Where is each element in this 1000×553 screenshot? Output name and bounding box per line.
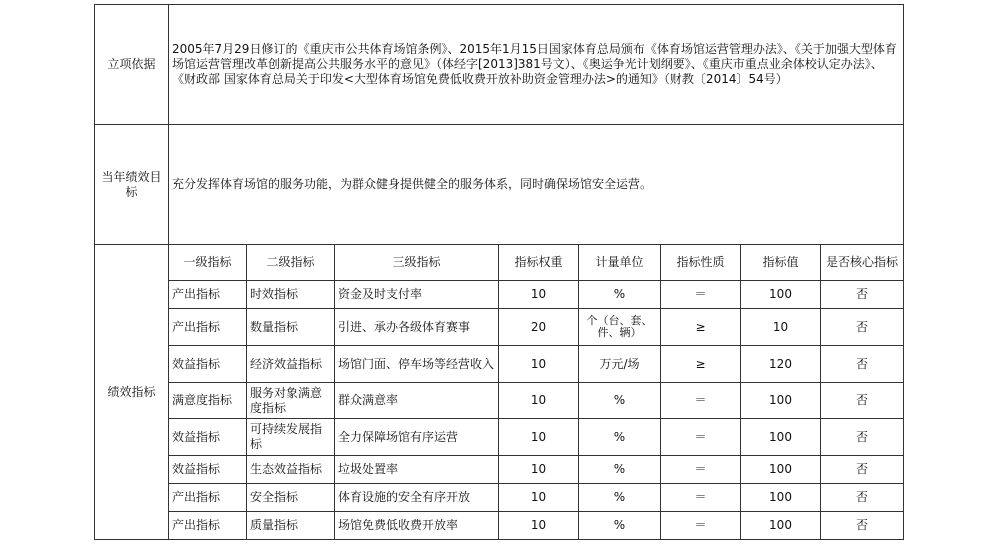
value-cell: 100 <box>741 281 821 309</box>
level1-cell: 效益指标 <box>169 346 247 383</box>
nature-cell: ＝ <box>661 419 741 456</box>
level2-cell: 经济效益指标 <box>247 346 335 383</box>
unit-cell: % <box>579 484 661 512</box>
core-cell: 否 <box>821 484 904 512</box>
core-cell: 否 <box>821 456 904 484</box>
level3-cell: 场馆免费低收费开放率 <box>335 512 499 540</box>
level2-cell: 可持续发展指标 <box>247 419 335 456</box>
level1-cell: 产出指标 <box>169 281 247 309</box>
header-cell: 是否核心指标 <box>821 245 904 281</box>
value-cell: 120 <box>741 346 821 383</box>
nature-cell: ＝ <box>661 456 741 484</box>
weight-cell: 10 <box>499 383 579 419</box>
level2-cell: 生态效益指标 <box>247 456 335 484</box>
unit-cell: % <box>579 383 661 419</box>
weight-cell: 10 <box>499 281 579 309</box>
table-row <box>95 309 904 346</box>
core-cell: 否 <box>821 419 904 456</box>
basis-row <box>95 5 904 125</box>
nature-cell: ＝ <box>661 512 741 540</box>
header-cell: 指标值 <box>741 245 821 281</box>
core-cell: 否 <box>821 512 904 540</box>
level2-cell: 质量指标 <box>247 512 335 540</box>
table-row <box>95 484 904 512</box>
level3-cell: 体育设施的安全有序开放 <box>335 484 499 512</box>
metrics-header-row <box>95 245 904 281</box>
header-cell: 三级指标 <box>335 245 499 281</box>
metrics-label: 绩效指标 <box>95 245 169 540</box>
table-row <box>95 456 904 484</box>
level1-cell: 满意度指标 <box>169 383 247 419</box>
level1-cell: 产出指标 <box>169 309 247 346</box>
weight-cell: 20 <box>499 309 579 346</box>
header-cell: 计量单位 <box>579 245 661 281</box>
nature-cell: ＝ <box>661 484 741 512</box>
header-cell: 一级指标 <box>169 245 247 281</box>
level3-cell: 场馆门面、停车场等经营收入 <box>335 346 499 383</box>
unit-cell: % <box>579 456 661 484</box>
level1-cell: 效益指标 <box>169 456 247 484</box>
core-cell: 否 <box>821 309 904 346</box>
weight-cell: 10 <box>499 456 579 484</box>
table-row <box>95 512 904 540</box>
unit-cell: 个（台、套、件、辆） <box>579 309 661 346</box>
value-cell: 100 <box>741 512 821 540</box>
core-cell: 否 <box>821 383 904 419</box>
core-cell: 否 <box>821 281 904 309</box>
table-body <box>95 5 904 540</box>
performance-table <box>94 4 904 540</box>
weight-cell: 10 <box>499 419 579 456</box>
core-cell: 否 <box>821 346 904 383</box>
header-cell: 指标权重 <box>499 245 579 281</box>
weight-cell: 10 <box>499 484 579 512</box>
table-row <box>95 419 904 456</box>
level2-cell: 时效指标 <box>247 281 335 309</box>
nature-cell: ＝ <box>661 383 741 419</box>
value-cell: 100 <box>741 456 821 484</box>
table-row <box>95 346 904 383</box>
level2-cell: 安全指标 <box>247 484 335 512</box>
value-cell: 10 <box>741 309 821 346</box>
nature-cell: ≥ <box>661 309 741 346</box>
weight-cell: 10 <box>499 512 579 540</box>
level1-cell: 效益指标 <box>169 419 247 456</box>
goal-row <box>95 125 904 245</box>
level3-cell: 群众满意率 <box>335 383 499 419</box>
level3-cell: 垃圾处置率 <box>335 456 499 484</box>
unit-cell: % <box>579 512 661 540</box>
level3-cell: 资金及时支付率 <box>335 281 499 309</box>
unit-cell: % <box>579 419 661 456</box>
level2-cell: 服务对象满意度指标 <box>247 383 335 419</box>
value-cell: 100 <box>741 419 821 456</box>
table-row <box>95 281 904 309</box>
level1-cell: 产出指标 <box>169 484 247 512</box>
level3-cell: 引进、承办各级体育赛事 <box>335 309 499 346</box>
nature-cell: ＝ <box>661 281 741 309</box>
header-cell: 指标性质 <box>661 245 741 281</box>
value-cell: 100 <box>741 484 821 512</box>
unit-cell: 万元/场 <box>579 346 661 383</box>
basis-label: 立项依据 <box>95 5 169 125</box>
weight-cell: 10 <box>499 346 579 383</box>
goal-label: 当年绩效目标 <box>95 125 169 245</box>
unit-cell: % <box>579 281 661 309</box>
level3-cell: 全力保障场馆有序运营 <box>335 419 499 456</box>
nature-cell: ≥ <box>661 346 741 383</box>
value-cell: 100 <box>741 383 821 419</box>
basis-text: 2005年7月29日修订的《重庆市公共体育场馆条例》、2015年1月15日国家体育总局颁布《体育场馆运营管理办法》、《关于加强大型体育场馆运营管理改革创新提高公共服务水平的意见》（体经字[2013]381号文）、《奥运争光计划纲要》、《重庆市重点业余体校认定办法》、《财政部 国家体育总局关于印发<大型体育场馆免费低收费开放补助资金管理办法>的通知》（财教〔2014〕54号） <box>169 5 904 125</box>
level1-cell: 产出指标 <box>169 512 247 540</box>
table-row <box>95 383 904 419</box>
goal-text: 充分发挥体育场馆的服务功能，为群众健身提供健全的服务体系，同时确保场馆安全运营。 <box>169 125 904 245</box>
level2-cell: 数量指标 <box>247 309 335 346</box>
header-cell: 二级指标 <box>247 245 335 281</box>
